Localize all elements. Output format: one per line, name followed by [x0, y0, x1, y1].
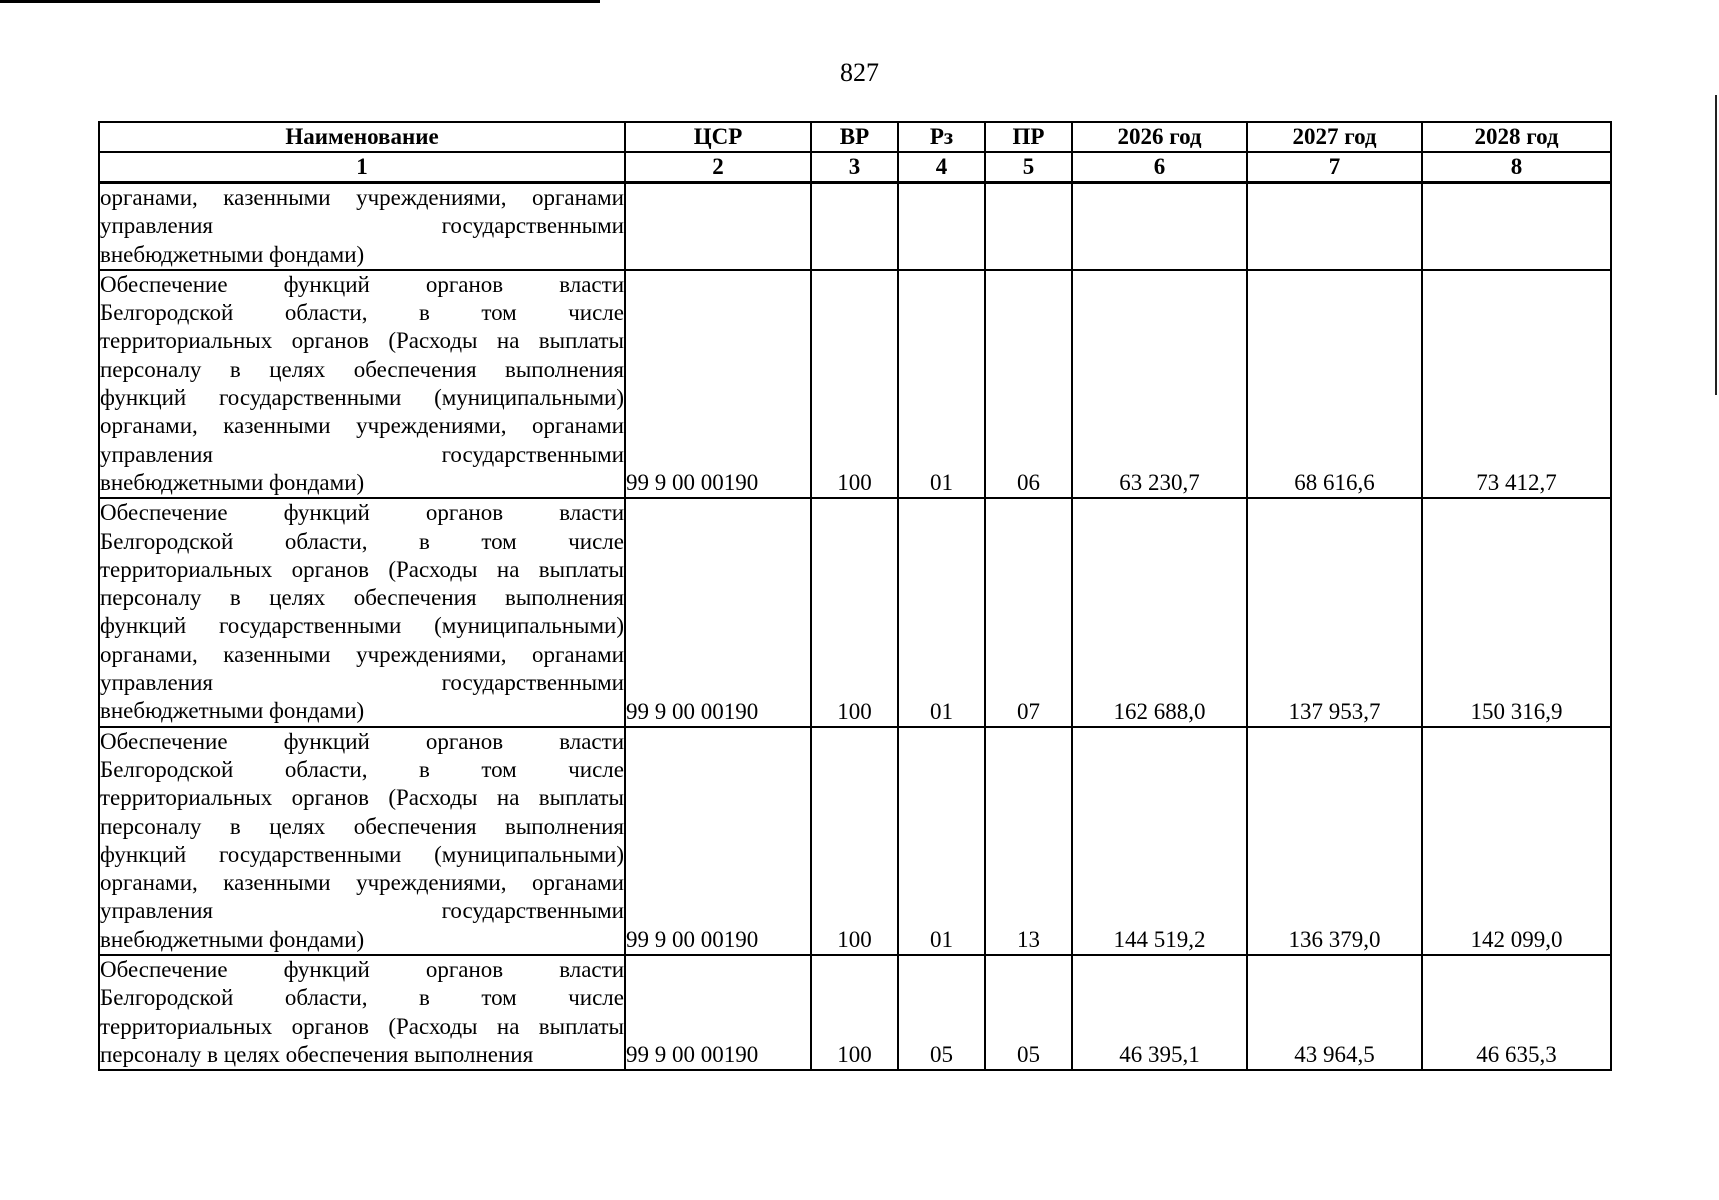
- cell-rz: [898, 183, 985, 270]
- cell-csr: 99 9 00 00190: [625, 955, 811, 1070]
- name-line: Белгородской области, в том числе: [100, 528, 624, 554]
- cell-vr: 100: [811, 270, 898, 498]
- name-line: органами, казенными учреждениями, органами: [100, 413, 624, 439]
- cell-2026: 144 519,2: [1072, 727, 1247, 955]
- budget-table: [98, 121, 1612, 1071]
- header-rz: Рз: [898, 122, 985, 152]
- cell-csr: 99 9 00 00190: [625, 727, 811, 955]
- name-line: Обеспечение функций органов власти: [100, 957, 624, 983]
- name-line: внебюджетными фондами): [100, 926, 365, 952]
- cell-rz: 01: [898, 270, 985, 498]
- cell-2027: [1247, 183, 1422, 270]
- page-number: 827: [840, 58, 879, 87]
- header-row: [99, 122, 1611, 152]
- column-number: 1: [99, 152, 625, 183]
- cell-2028: 142 099,0: [1422, 727, 1611, 955]
- table-row: [99, 270, 1611, 498]
- cell-rz: 05: [898, 955, 985, 1070]
- cell-csr: 99 9 00 00190: [625, 270, 811, 498]
- name-line: функций государственными (муниципальными): [100, 385, 624, 411]
- column-number: 4: [898, 152, 985, 183]
- name-line: Белгородской области, в том числе: [100, 300, 624, 326]
- name-line: внебюджетными фондами): [100, 241, 365, 267]
- cell-vr: 100: [811, 498, 898, 726]
- column-number: 3: [811, 152, 898, 183]
- name-line: внебюджетными фондами): [100, 698, 365, 724]
- cell-pr: 06: [985, 270, 1072, 498]
- name-line: управления государственными: [100, 441, 624, 467]
- cell-2028: 46 635,3: [1422, 955, 1611, 1070]
- table-row: [99, 498, 1611, 726]
- cell-vr: 100: [811, 727, 898, 955]
- name-line: Белгородской области, в том числе: [100, 756, 624, 782]
- column-number: 2: [625, 152, 811, 183]
- table-body: [99, 183, 1611, 1071]
- column-number: 5: [985, 152, 1072, 183]
- cell-vr: 100: [811, 955, 898, 1070]
- name-line: Белгородской области, в том числе: [100, 985, 624, 1011]
- name-line: территориальных органов (Расходы на выплаты: [100, 556, 624, 582]
- table-row: [99, 955, 1611, 1070]
- name-line: управления государственными: [100, 213, 624, 239]
- cell-2026: 63 230,7: [1072, 270, 1247, 498]
- name-line: Обеспечение функций органов власти: [100, 271, 624, 297]
- cell-name: [99, 955, 625, 1070]
- cell-2026: 46 395,1: [1072, 955, 1247, 1070]
- cell-csr: [625, 183, 811, 270]
- cell-vr: [811, 183, 898, 270]
- table-row: [99, 727, 1611, 955]
- cell-pr: 07: [985, 498, 1072, 726]
- cell-name: [99, 498, 625, 726]
- cell-2028: 150 316,9: [1422, 498, 1611, 726]
- cell-csr: 99 9 00 00190: [625, 498, 811, 726]
- header-vr: ВР: [811, 122, 898, 152]
- header-2027: 2027 год: [1247, 122, 1422, 152]
- name-line: территориальных органов (Расходы на выплаты: [100, 1013, 624, 1039]
- name-line: функций государственными (муниципальными): [100, 841, 624, 867]
- name-line: управления государственными: [100, 898, 624, 924]
- cell-2026: [1072, 183, 1247, 270]
- cell-pr: [985, 183, 1072, 270]
- header-2028: 2028 год: [1422, 122, 1611, 152]
- cell-pr: 05: [985, 955, 1072, 1070]
- name-line: функций государственными (муниципальными): [100, 613, 624, 639]
- column-number: 6: [1072, 152, 1247, 183]
- column-number: 7: [1247, 152, 1422, 183]
- name-line: персоналу в целях обеспечения выполнения: [100, 1041, 534, 1067]
- header-csr: ЦСР: [625, 122, 811, 152]
- name-line: Обеспечение функций органов власти: [100, 728, 624, 754]
- header-pr: ПР: [985, 122, 1072, 152]
- cell-rz: 01: [898, 727, 985, 955]
- cell-2027: 68 616,6: [1247, 270, 1422, 498]
- column-number-row: [99, 152, 1611, 183]
- cell-2028: [1422, 183, 1611, 270]
- column-number: 8: [1422, 152, 1611, 183]
- cell-2027: 43 964,5: [1247, 955, 1422, 1070]
- cell-name: [99, 183, 625, 270]
- cell-2026: 162 688,0: [1072, 498, 1247, 726]
- name-line: персоналу в целях обеспечения выполнения: [100, 813, 624, 839]
- name-line: внебюджетными фондами): [100, 469, 365, 495]
- header-name: Наименование: [99, 122, 625, 152]
- cell-2027: 136 379,0: [1247, 727, 1422, 955]
- scan-edge-right: [1715, 95, 1717, 395]
- scan-edge-top: [0, 0, 600, 3]
- cell-pr: 13: [985, 727, 1072, 955]
- cell-name: [99, 270, 625, 498]
- header-2026: 2026 год: [1072, 122, 1247, 152]
- name-line: органами, казенными учреждениями, органами: [100, 870, 624, 896]
- name-line: управления государственными: [100, 670, 624, 696]
- name-line: органами, казенными учреждениями, органами: [100, 641, 624, 667]
- name-line: персоналу в целях обеспечения выполнения: [100, 356, 624, 382]
- cell-name: [99, 727, 625, 955]
- cell-rz: 01: [898, 498, 985, 726]
- name-line: органами, казенными учреждениями, органами: [100, 185, 624, 210]
- name-line: персоналу в целях обеспечения выполнения: [100, 585, 624, 611]
- cell-2028: 73 412,7: [1422, 270, 1611, 498]
- name-line: Обеспечение функций органов власти: [100, 500, 624, 526]
- table-row: [99, 183, 1611, 270]
- cell-2027: 137 953,7: [1247, 498, 1422, 726]
- name-line: территориальных органов (Расходы на выплаты: [100, 785, 624, 811]
- name-line: территориальных органов (Расходы на выплаты: [100, 328, 624, 354]
